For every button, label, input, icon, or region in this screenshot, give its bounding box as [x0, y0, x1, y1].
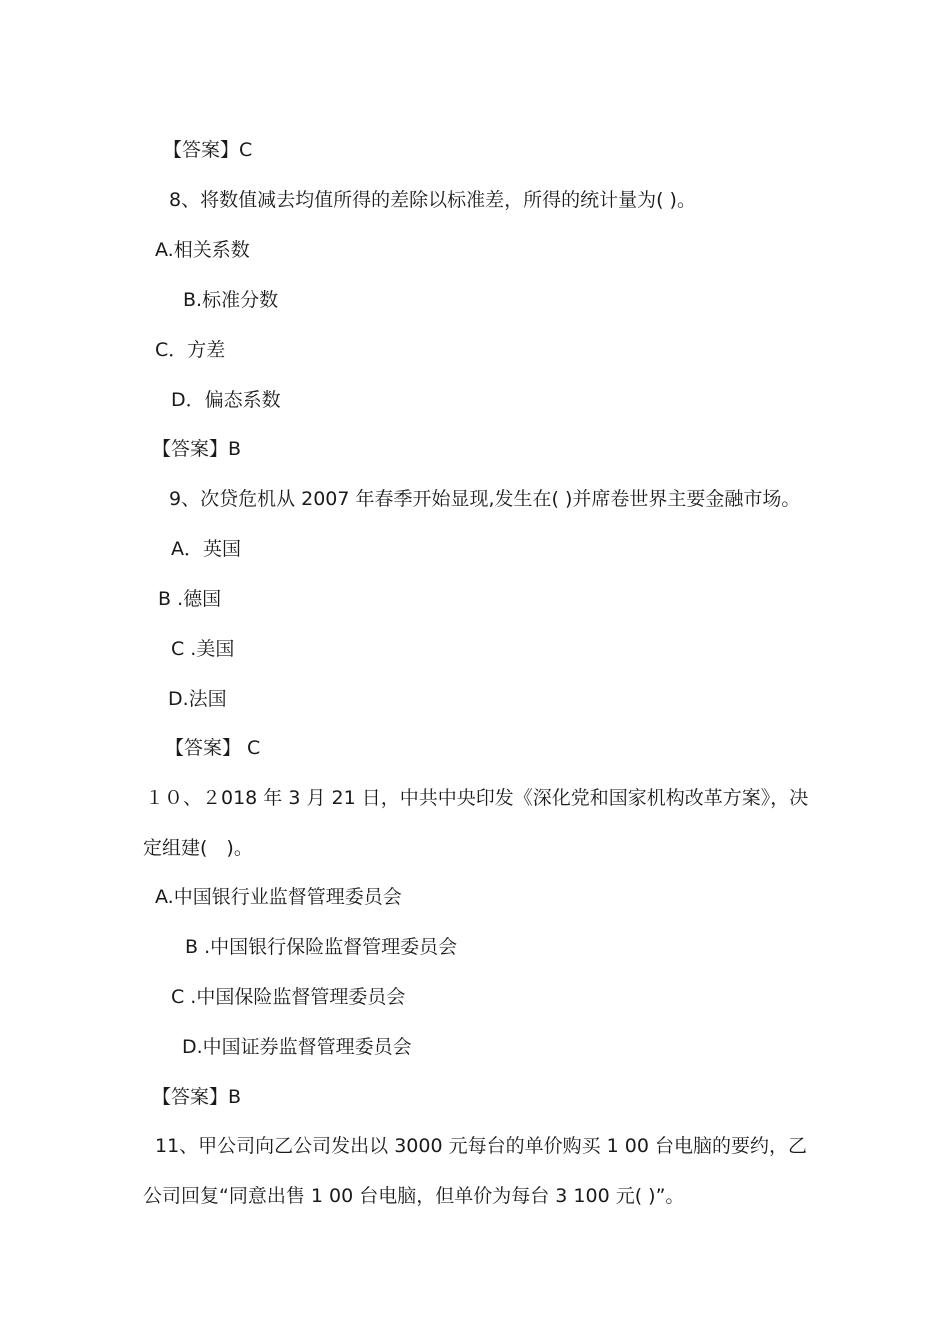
question-11-line-1: 11、甲公司向乙公司发出以 3000 元每台的单价购买 1 00 台电脑的要约，乙	[155, 1135, 807, 1157]
q8-option-d: D．偏态系数	[171, 389, 281, 411]
q9-option-c: C .美国	[171, 638, 235, 660]
question-8: 8、将数值减去均值所得的差除以标准差，所得的统计量为( )。	[169, 189, 696, 211]
question-9: 9、次贷危机从 2007 年春季开始显现,发生在( )并席卷世界主要金融市场。	[169, 488, 801, 510]
q10-option-c: C .中国保险监督管理委员会	[171, 986, 406, 1008]
q9-option-a: A．英国	[171, 538, 241, 560]
q10-option-b: B .中国银行保险监督管理委员会	[185, 936, 458, 958]
q10-option-d: D.中国证券监督管理委员会	[182, 1036, 412, 1058]
q9-option-b: B .德国	[158, 588, 222, 610]
answer-q10: 【答案】B	[152, 1086, 242, 1108]
answer-q7: 【答案】C	[163, 139, 253, 161]
q8-option-a: A.相关系数	[155, 239, 250, 261]
question-10-line-2: 定组建( )。	[143, 837, 253, 859]
q9-option-d: D.法国	[168, 688, 227, 710]
question-11-line-2: 公司回复“同意出售 1 00 台电脑，但单价为每台 3 100 元( )”。	[143, 1185, 685, 1207]
q10-option-a: A.中国银行业监督管理委员会	[155, 886, 402, 908]
answer-q9: 【答案】 C	[165, 737, 261, 759]
answer-q8: 【答案】B	[152, 438, 242, 460]
question-10-line-1: １０、２018 年 3 月 21 日，中共中央印发《深化党和国家机构改革方案》，决	[145, 787, 809, 809]
q8-option-c: C．方差	[155, 339, 226, 361]
q8-option-b: B.标准分数	[183, 289, 279, 311]
